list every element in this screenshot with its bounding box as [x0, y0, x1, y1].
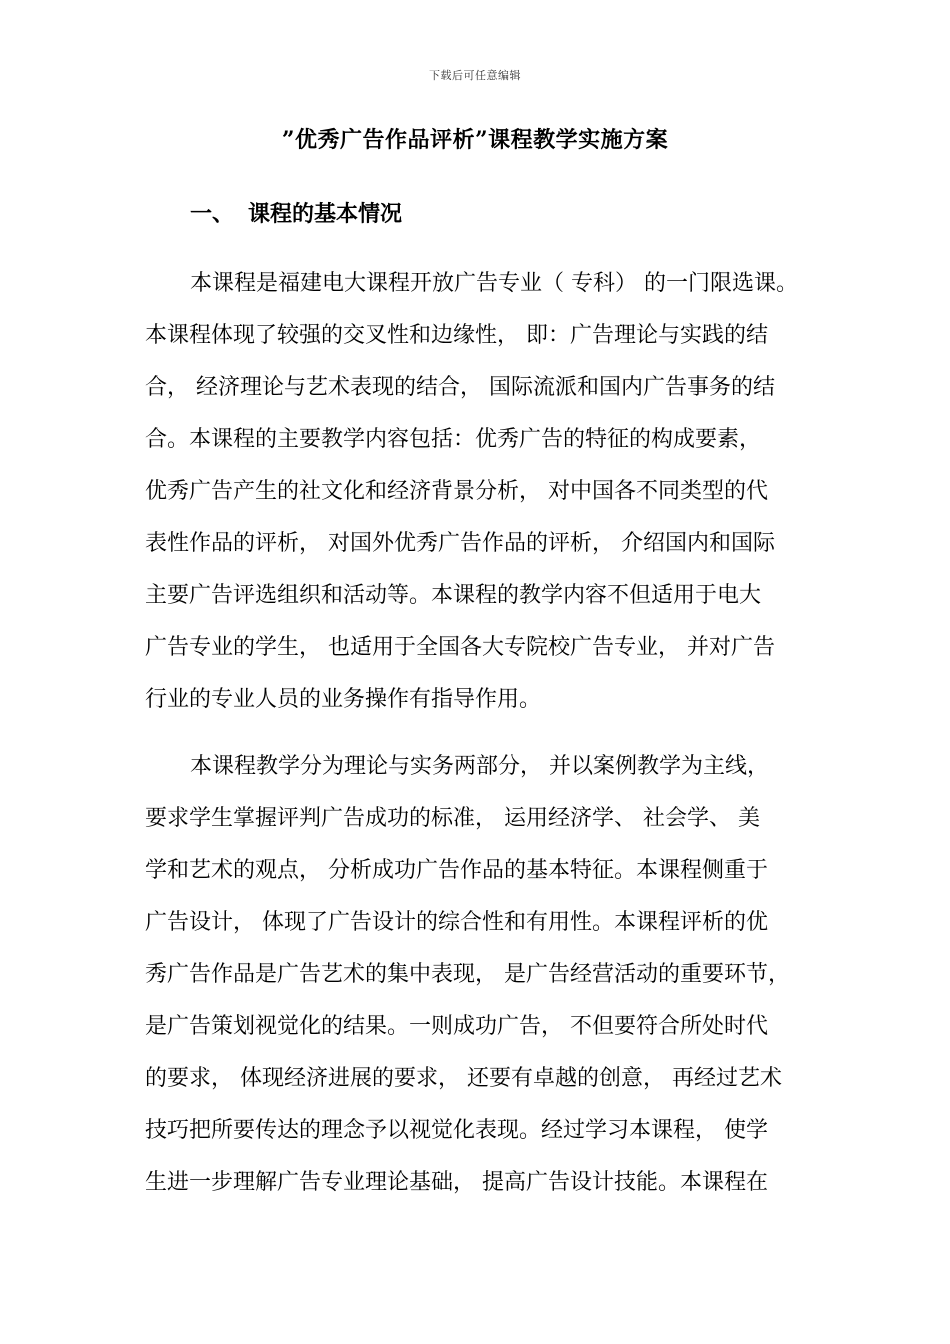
paragraph-line: 广告设计， 体现了广告设计的综合性和有用性。本课程评析的优 [145, 910, 768, 935]
paragraph-line: 合。本课程的主要教学内容包括：优秀广告的特征的构成要素， [145, 427, 762, 452]
paragraph-line: 本课程教学分为理论与实务两部分， 并以案例教学为主线， [190, 754, 769, 779]
paragraph-line: 本课程是福建电大课程开放广告专业（ 专科） 的一门限选课。 [190, 271, 798, 296]
paragraph-line: 生进一步理解广告专业理论基础， 提高广告设计技能。本课程在 [145, 1170, 768, 1195]
paragraph-line: 技巧把所要传达的理念予以视觉化表现。经过学习本课程， 使学 [145, 1118, 768, 1143]
document-title: ”优秀广告作品评析”课程教学实施方案 [281, 127, 669, 153]
section-title: 课程的基本情况 [248, 201, 403, 227]
paragraph-teaching-approach [145, 741, 825, 1209]
paragraph-line: 要求学生掌握评判广告成功的标准， 运用经济学、 社会学、 美 [145, 806, 760, 831]
section-heading [190, 197, 402, 228]
paragraph-line: 本课程体现了较强的交叉性和边缘性， 即：广告理论与实践的结 [145, 323, 768, 348]
paragraph-line: 优秀广告产生的社文化和经济背景分析， 对中国各不同类型的代 [145, 479, 768, 504]
paragraph-line: 主要广告评选组织和活动等。本课程的教学内容不但适用于电大 [145, 583, 762, 608]
paragraph-line: 行业的专业人员的业务操作有指导作用。 [145, 687, 542, 712]
paragraph-line: 是广告策划视觉化的结果。一则成功广告， 不但要符合所处时代 [145, 1014, 768, 1039]
paragraph-line: 的要求， 体现经济进展的要求， 还要有卓越的创意， 再经过艺术 [145, 1066, 782, 1091]
paragraph-line: 学和艺术的观点， 分析成功广告作品的基本特征。本课程侧重于 [145, 858, 768, 883]
section-number: 一、 [190, 201, 235, 227]
paragraph-line: 合， 经济理论与艺术表现的结合， 国际流派和国内广告事务的结 [145, 375, 775, 400]
paragraph-line: 广告专业的学生， 也适用于全国各大专院校广告专业， 并对广告 [145, 635, 775, 660]
header-note: 下载后可任意编辑 [429, 69, 521, 82]
paragraph-course-overview [145, 258, 825, 726]
paragraph-line: 秀广告作品是广告艺术的集中表现， 是广告经营活动的重要环节， [145, 962, 790, 987]
paragraph-line: 表性作品的评析， 对国外优秀广告作品的评析， 介绍国内和国际 [145, 531, 775, 556]
